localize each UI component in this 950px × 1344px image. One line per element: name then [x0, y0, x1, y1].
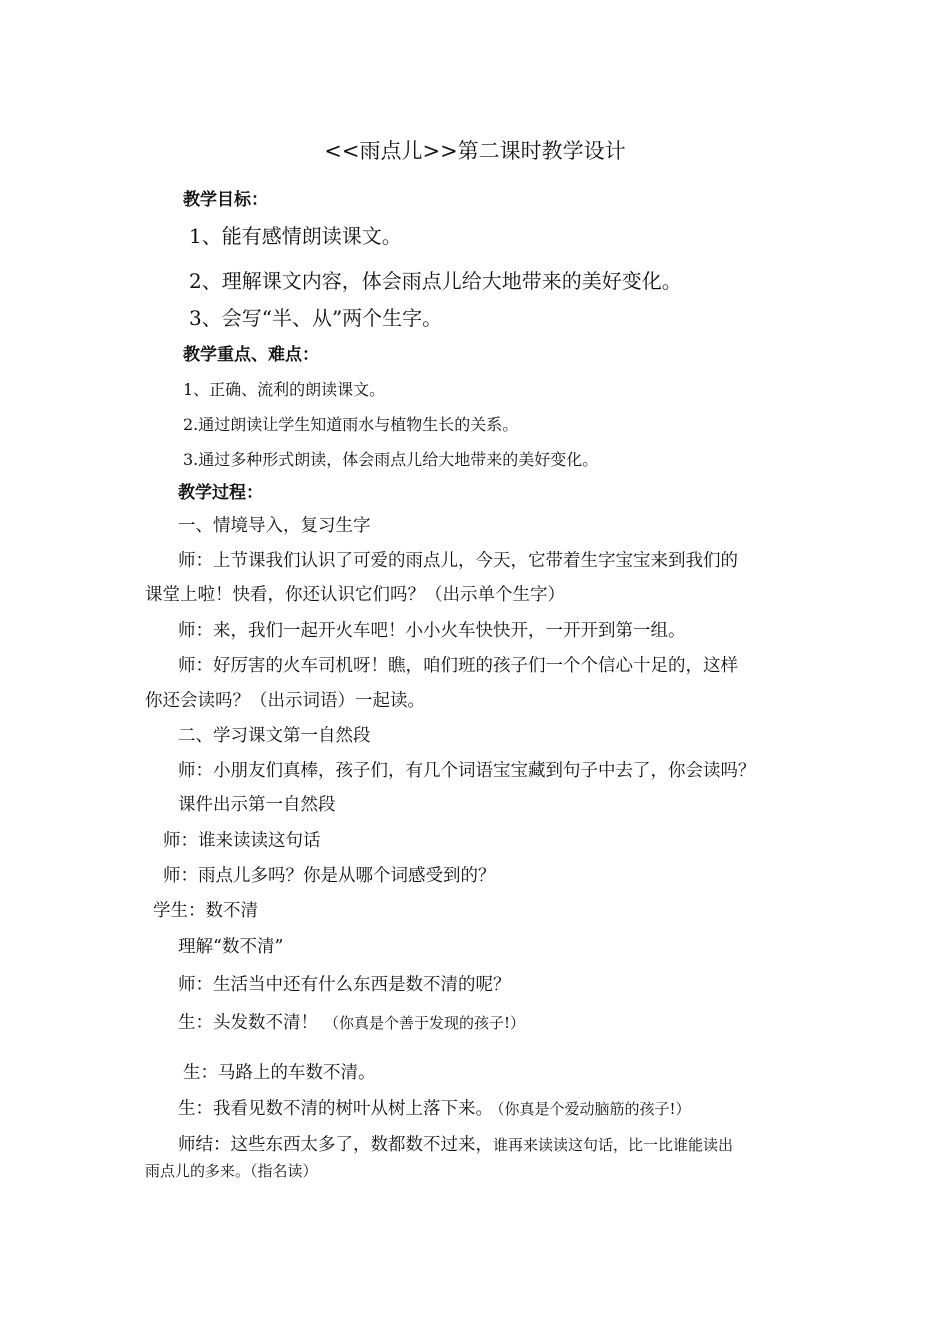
paragraph-14-text: 师结：这些东西太多了，数都数不过来， — [178, 1135, 493, 1155]
paragraph-2: 师：来，我们一起开火车吧！小小火车快快开，一开开到第一组。 — [178, 621, 686, 641]
paragraph-5: 课件出示第一自然段 — [178, 795, 336, 815]
key-points-heading: 教学重点、难点： — [183, 345, 319, 365]
paragraph-1-line-2: 课堂上啦！快看，你还认识它们吗？（出示单个生字） — [145, 585, 565, 605]
paragraph-10: 师：生活当中还有什么东西是数不清的呢？ — [178, 975, 511, 995]
key-point-3: 3.通过多种形式朗读，体会雨点儿给大地带来的美好变化。 — [183, 450, 599, 469]
key-point-1: 1、正确、流利的朗读课文。 — [183, 380, 386, 399]
paragraph-3-line-1: 师：好厉害的火车司机呀！瞧，咱们班的孩子们一个个信心十足的，这样 — [178, 656, 738, 676]
key-point-2: 2.通过朗读让学生知道雨水与植物生长的关系。 — [183, 415, 519, 434]
paragraph-1-line-1: 师：上节课我们认识了可爱的雨点儿，今天，它带着生字宝宝来到我们的 — [178, 551, 738, 571]
paragraph-14-line-2: 雨点儿的多来。（指名读） — [145, 1162, 318, 1180]
paragraph-13-note: （你真是个爱动脑筋的孩子!） — [497, 1100, 691, 1118]
process-heading: 教学过程： — [178, 483, 263, 503]
paragraph-8: 学生：数不清 — [153, 901, 258, 921]
paragraph-11-text: 生：头发数不清！ — [178, 1013, 318, 1033]
paragraph-13 — [178, 1101, 691, 1119]
paragraph-7: 师：雨点儿多吗？你是从哪个词感受到的？ — [163, 866, 496, 886]
paragraph-6: 师：谁来读读这句话 — [163, 831, 321, 851]
paragraph-11-note: （你真是个善于发现的孩子!） — [324, 1014, 526, 1032]
paragraph-3-line-2: 你还会读吗？（出示词语）一起读。 — [145, 691, 425, 711]
section-1-heading: 一、情境导入，复习生字 — [178, 516, 371, 536]
section-2-heading: 二、学习课文第一自然段 — [178, 726, 371, 746]
paragraph-12: 生：马路上的车数不清。 — [183, 1063, 376, 1083]
document-title: <<雨点儿>>第二课时教学设计 — [324, 139, 626, 163]
paragraph-13-text: 生：我看见数不清的树叶从树上落下来。 — [178, 1099, 493, 1119]
paragraph-14-tail: 谁再来读读这句话，比一比谁能读出 — [493, 1136, 734, 1154]
paragraph-4: 师：小朋友们真棒，孩子们，有几个词语宝宝藏到句子中去了，你会读吗？ — [178, 761, 756, 781]
paragraph-14-line-1 — [178, 1137, 733, 1155]
goal-item-3: 3、会写“半、从”两个生字。 — [189, 306, 443, 330]
goal-item-2: 2、理解课文内容，体会雨点儿给大地带来的美好变化。 — [189, 269, 682, 293]
paragraph-11 — [178, 1015, 525, 1033]
goals-heading: 教学目标： — [183, 190, 268, 210]
paragraph-9: 理解“数不清” — [178, 937, 284, 957]
goal-item-1: 1、能有感情朗读课文。 — [189, 224, 402, 248]
